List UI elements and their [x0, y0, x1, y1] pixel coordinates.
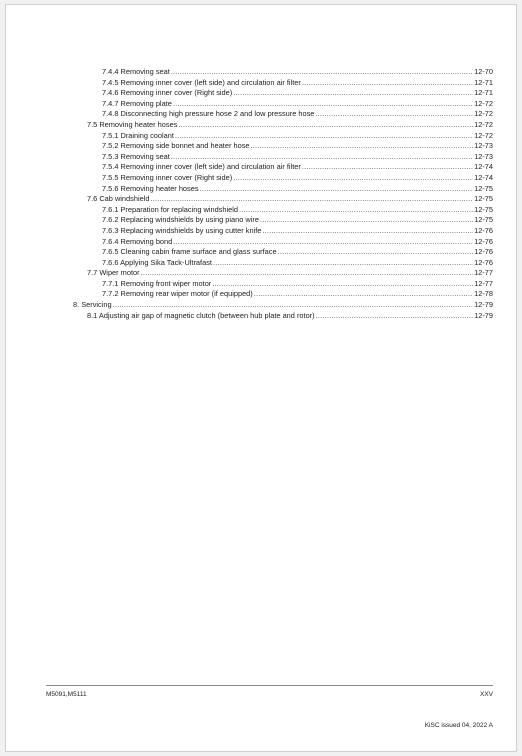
- toc-leader-dots: [315, 109, 473, 120]
- toc-entry-title: 8. Servicing: [73, 300, 112, 310]
- toc-entry[interactable]: [73, 184, 493, 195]
- toc-leader-dots: [302, 78, 473, 89]
- toc-leader-dots: [171, 152, 473, 163]
- toc-leader-dots: [254, 289, 473, 300]
- toc-entry[interactable]: [73, 173, 493, 184]
- toc-leader-dots: [113, 300, 473, 311]
- toc-entry-title: 7.6.4 Removing bond: [102, 236, 173, 246]
- toc-entry[interactable]: [73, 88, 493, 99]
- toc-entry-page: 12-72: [474, 98, 493, 108]
- toc-entry-page: 12-73: [474, 151, 493, 161]
- toc-leader-dots: [173, 237, 473, 248]
- toc-leader-dots: [175, 131, 473, 142]
- toc-leader-dots: [212, 279, 473, 290]
- footer-page-number: XXV: [479, 691, 493, 698]
- toc-leader-dots: [200, 184, 474, 195]
- toc-leader-dots: [251, 141, 474, 152]
- toc-entry-title: 7.6.3 Replacing windshields by using cutter knife: [102, 225, 262, 235]
- toc-entry[interactable]: [73, 109, 493, 120]
- toc-leader-dots: [150, 194, 473, 205]
- toc-entry-title: 7.5.3 Removing seat: [102, 151, 170, 161]
- toc-entry-page: 12-71: [474, 88, 493, 98]
- toc-entry-page: 12-72: [474, 130, 493, 140]
- footer-model: M5091,M5111: [46, 691, 87, 698]
- toc-entry[interactable]: [73, 300, 493, 311]
- toc-entry[interactable]: [73, 120, 493, 131]
- toc-entry-page: 12-75: [474, 204, 493, 214]
- toc-entry-title: 7.4.4 Removing seat: [102, 67, 170, 76]
- toc-leader-dots: [278, 247, 473, 258]
- toc-leader-dots: [302, 162, 473, 173]
- toc-entry-page: 12-78: [474, 289, 493, 299]
- toc-entry[interactable]: [73, 289, 493, 300]
- toc-entry-page: 12-72: [474, 109, 493, 119]
- toc-leader-dots: [178, 120, 473, 131]
- toc-entry[interactable]: [73, 215, 493, 226]
- toc-entry-page: 12-74: [474, 162, 493, 172]
- toc-entry[interactable]: [73, 99, 493, 110]
- toc-leader-dots: [141, 268, 474, 279]
- toc-entry-title: 7.4.6 Removing inner cover (Right side): [102, 88, 233, 98]
- toc-entry[interactable]: [73, 78, 493, 89]
- toc-entry[interactable]: [73, 237, 493, 248]
- toc-entry-title: 7.7 Wiper motor: [87, 268, 140, 278]
- toc-entry[interactable]: [73, 226, 493, 237]
- toc-entry[interactable]: [73, 162, 493, 173]
- toc-entry-page: 12-76: [474, 247, 493, 257]
- toc-entry-title: 7.6.1 Preparation for replacing windshield: [102, 204, 238, 214]
- toc-entry-title: 7.4.5 Removing inner cover (left side) and circulation air filter: [102, 77, 301, 87]
- document-page: [5, 4, 517, 752]
- toc-entry[interactable]: [73, 311, 493, 322]
- toc-leader-dots: [233, 173, 473, 184]
- toc-leader-dots: [213, 258, 473, 269]
- toc-leader-dots: [239, 205, 473, 216]
- toc-entry-title: 7.6.2 Replacing windshields by using piano wire: [102, 215, 259, 225]
- toc-entry-page: 12-77: [474, 278, 493, 288]
- table-of-contents: [73, 67, 493, 321]
- toc-entry-page: 12-76: [474, 225, 493, 235]
- toc-entry-page: 12-73: [474, 141, 493, 151]
- toc-entry[interactable]: [73, 67, 493, 78]
- toc-entry-title: 7.4.8 Disconnecting high pressure hose 2 and low pressure hose: [102, 109, 315, 119]
- toc-entry[interactable]: [73, 279, 493, 290]
- toc-entry-page: 12-76: [474, 257, 493, 267]
- toc-entry-title: 7.7.2 Removing rear wiper motor (if equipped): [102, 289, 253, 299]
- toc-leader-dots: [260, 215, 473, 226]
- toc-entry-title: 8.1 Adjusting air gap of magnetic clutch (between hub plate and rotor): [87, 310, 315, 320]
- toc-entry-page: 12-75: [474, 194, 493, 204]
- toc-leader-dots: [233, 88, 473, 99]
- toc-entry-title: 7.6.5 Cleaning cabin frame surface and glass surface: [102, 247, 277, 257]
- toc-entry-page: 12-75: [474, 183, 493, 193]
- toc-entry-page: 12-79: [474, 310, 493, 320]
- toc-entry[interactable]: [73, 141, 493, 152]
- toc-entry[interactable]: [73, 152, 493, 163]
- toc-entry-title: 7.4.7 Removing plate: [102, 98, 172, 108]
- toc-entry-title: 7.6 Cab windshield: [87, 194, 150, 204]
- toc-entry[interactable]: [73, 131, 493, 142]
- toc-entry-page: 12-76: [474, 236, 493, 246]
- toc-leader-dots: [262, 226, 473, 237]
- toc-entry-title: 7.6.6 Applying Sika Tack-Ultrafast: [102, 257, 212, 267]
- toc-entry-title: 7.5.1 Draining coolant: [102, 130, 174, 140]
- toc-entry[interactable]: [73, 247, 493, 258]
- toc-entry-page: 12-74: [474, 172, 493, 182]
- toc-entry-page: 12-79: [474, 300, 493, 310]
- footer-divider: [46, 685, 493, 686]
- toc-entry-title: 7.7.1 Removing front wiper motor: [102, 278, 212, 288]
- toc-entry[interactable]: [73, 268, 493, 279]
- toc-entry-title: 7.5 Removing heater hoses: [87, 119, 178, 129]
- toc-entry-title: 7.5.5 Removing inner cover (Right side): [102, 172, 233, 182]
- toc-entry-title: 7.5.4 Removing inner cover (left side) and circulation air filter: [102, 162, 301, 172]
- toc-entry-page: 12-77: [474, 268, 493, 278]
- toc-entry[interactable]: [73, 205, 493, 216]
- toc-leader-dots: [171, 67, 473, 78]
- toc-entry-title: 7.5.2 Removing side bonnet and heater hose: [102, 141, 250, 151]
- toc-leader-dots: [316, 311, 473, 322]
- toc-entry-page: 12-72: [474, 119, 493, 129]
- toc-entry-page: 12-75: [474, 215, 493, 225]
- toc-entry[interactable]: [73, 258, 493, 269]
- toc-entry-page: 12-71: [474, 77, 493, 87]
- toc-entry-title: 7.5.6 Removing heater hoses: [102, 183, 199, 193]
- toc-leader-dots: [173, 99, 473, 110]
- issue-notice: KiSC issued 04, 2022 A: [424, 722, 493, 729]
- toc-entry[interactable]: [73, 194, 493, 205]
- toc-entry-page: 12-70: [474, 67, 493, 76]
